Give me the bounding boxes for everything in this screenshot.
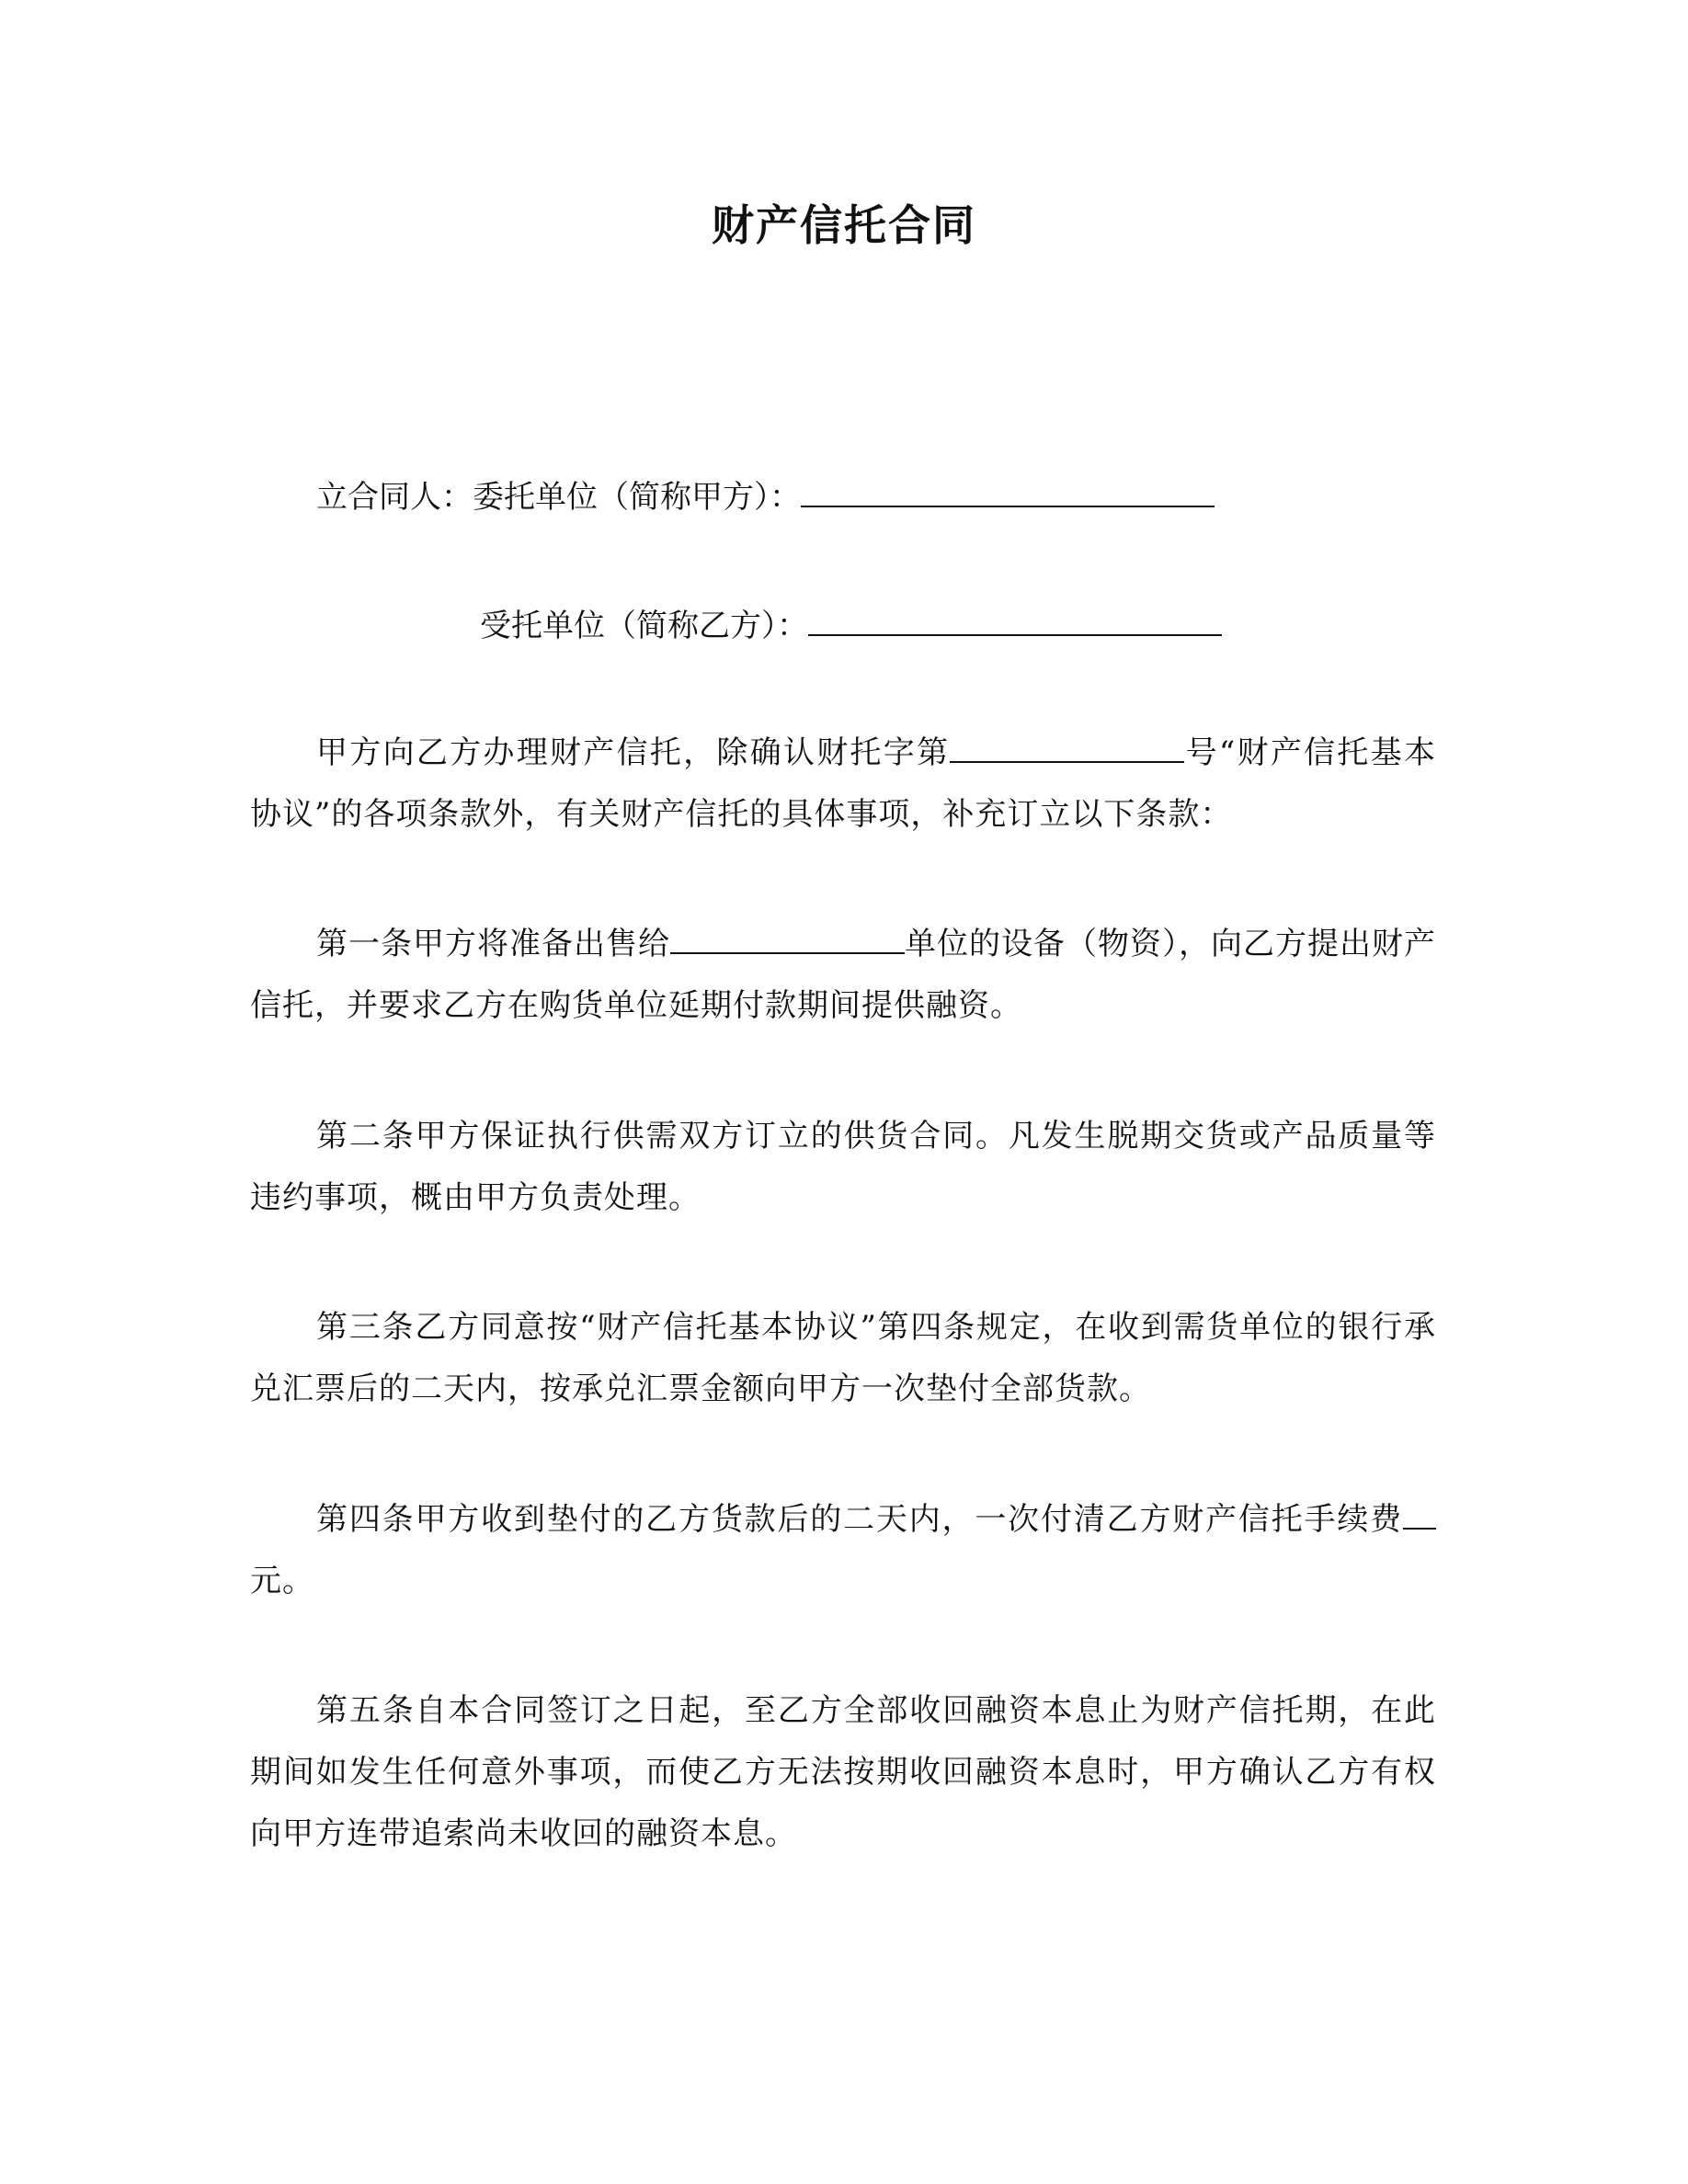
party-b-blank[interactable] bbox=[808, 597, 1222, 636]
intro-paragraph bbox=[250, 722, 1436, 846]
article-2-paragraph: 第二条甲方保证执行供需双方订立的供货合同。凡发生脱期交货或产品质量等违约事项，概由甲方负责处理。 bbox=[250, 1118, 1436, 1216]
article-5-paragraph: 第五条自本合同签订之日起，至乙方全部收回融资本息止为财产信托期，在此期间如发生任何意外事项，而使乙方无法按期收回融资本息时，甲方确认乙方有权向甲方连带追索尚未收回的融资本息。 bbox=[250, 1692, 1436, 1852]
intro-text-1: 甲方向乙方办理财产信托，除确认财托字第 bbox=[316, 734, 951, 771]
article-3-paragraph: 第三条乙方同意按“财产信托基本协议”第四条规定，在收到需货单位的银行承兑汇票后的二天内，按承兑汇票金额向甲方一次垫付全部货款。 bbox=[250, 1309, 1436, 1407]
document-title: 财产信托合同 bbox=[712, 200, 976, 250]
party-a-blank[interactable] bbox=[801, 469, 1215, 507]
intro-text-2: 号“财产信托基本协议”的各项条款外，有关财产信托的具体事项，补充订立以下条款： bbox=[250, 734, 1436, 833]
party-a-label: 立合同人：委托单位（简称甲方）： bbox=[316, 479, 801, 516]
article-1-text-2: 单位的设备（物资），向乙方提出财产信托，并要求乙方在购货单位延期付款期间提供融资。 bbox=[250, 926, 1436, 1024]
article-4-text-1: 第四条甲方收到垫付的乙方货款后的二天内，一次付清乙方财产信托手续费 bbox=[316, 1501, 1403, 1538]
article-1-text-1: 第一条甲方将准备出售给 bbox=[316, 926, 670, 962]
contract-number-blank[interactable] bbox=[950, 724, 1184, 763]
party-b-label: 受托单位（简称乙方）： bbox=[480, 608, 808, 644]
buyer-unit-blank[interactable] bbox=[670, 916, 905, 954]
article-4-paragraph bbox=[250, 1489, 1436, 1612]
article-1-paragraph bbox=[250, 914, 1436, 1037]
party-b-line bbox=[480, 596, 1222, 656]
fee-amount-blank[interactable] bbox=[1403, 1491, 1436, 1530]
article-4-text-2: 元。 bbox=[250, 1563, 314, 1599]
party-a-line bbox=[316, 467, 1215, 528]
